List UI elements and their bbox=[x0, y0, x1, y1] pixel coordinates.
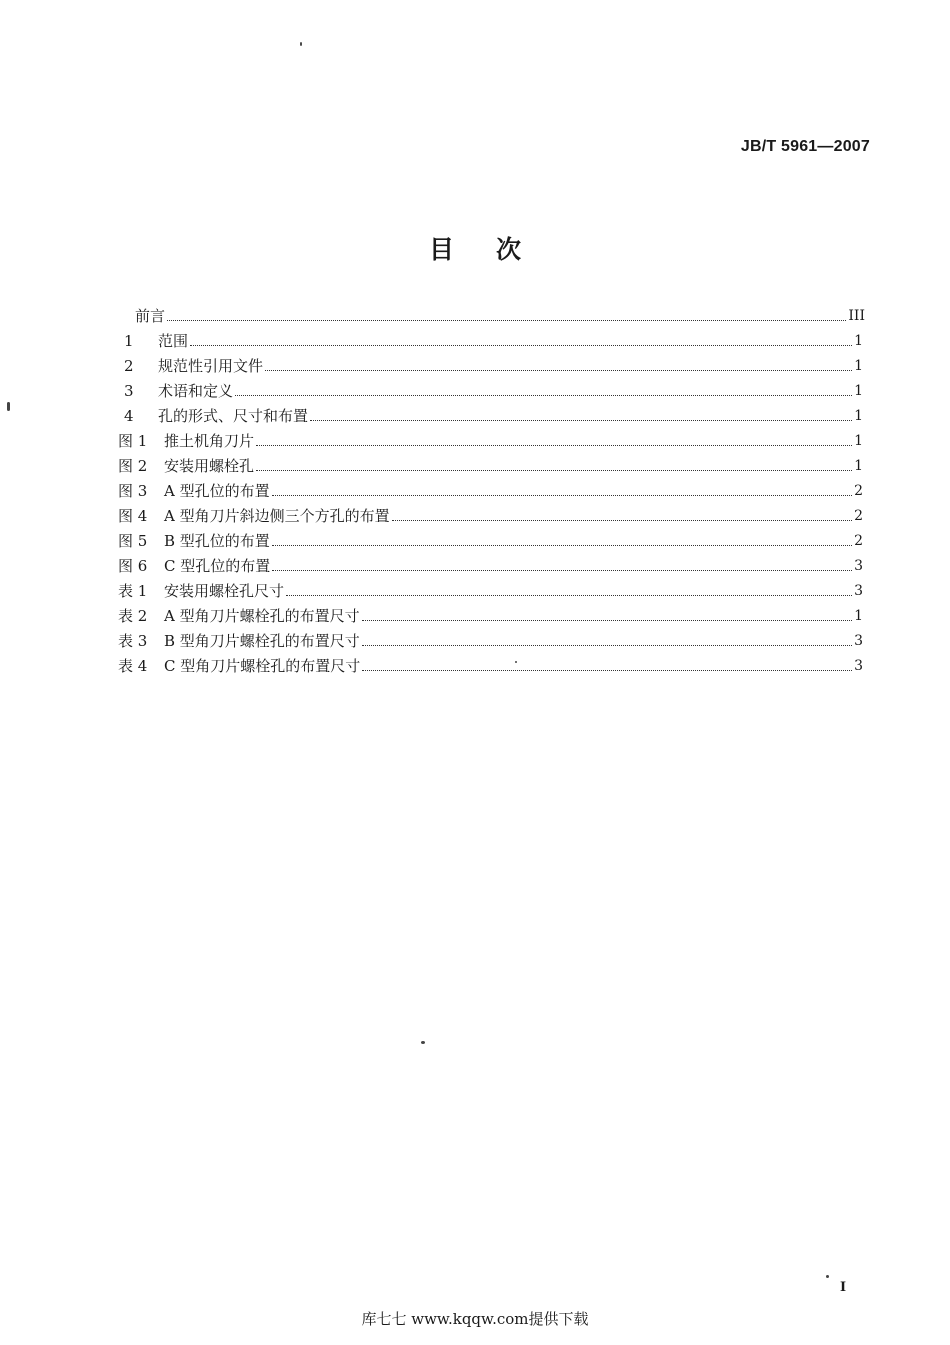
page-number: I bbox=[840, 1280, 847, 1295]
dot-leader bbox=[265, 370, 852, 371]
download-credit: 库七七 www.kqqw.com提供下载 bbox=[361, 1310, 589, 1328]
dot-leader bbox=[392, 520, 852, 521]
toc-entry-page: 1 bbox=[854, 408, 863, 424]
scan-speck bbox=[515, 661, 517, 663]
scan-speck bbox=[7, 402, 10, 411]
dot-leader bbox=[190, 345, 852, 346]
toc-entry-label: 推土机角刀片 bbox=[164, 432, 255, 450]
toc-entry-label: 规范性引用文件 bbox=[158, 357, 264, 375]
toc-entry-label: A 型角刀片螺栓孔的布置尺寸 bbox=[164, 607, 360, 625]
dot-leader bbox=[272, 545, 852, 546]
dot-leader bbox=[362, 670, 852, 671]
toc-entry-number: 图 4 bbox=[118, 507, 148, 525]
toc-entry-figure-5[interactable] bbox=[118, 531, 863, 551]
dot-leader bbox=[362, 620, 852, 621]
toc-entry-page: 3 bbox=[854, 658, 863, 674]
dot-leader bbox=[167, 320, 846, 321]
toc-entry-table-3[interactable] bbox=[118, 631, 863, 651]
toc-entry-figure-1[interactable] bbox=[118, 431, 863, 451]
dot-leader bbox=[256, 470, 852, 471]
toc-entry-table-2[interactable] bbox=[118, 606, 863, 626]
dot-leader bbox=[272, 570, 852, 571]
toc-entry-label: C 型角刀片螺栓孔的布置尺寸 bbox=[164, 657, 361, 675]
toc-entry-number: 图 6 bbox=[118, 557, 148, 575]
toc-entry-figure-3[interactable] bbox=[118, 481, 863, 501]
toc-entry-number: 表 1 bbox=[118, 582, 148, 600]
toc-entry-label: B 型角刀片螺栓孔的布置尺寸 bbox=[164, 632, 360, 650]
toc-entry-label: C 型孔位的布置 bbox=[164, 557, 271, 575]
toc-entry-page: 1 bbox=[854, 608, 863, 624]
toc-entry-figure-6[interactable] bbox=[118, 556, 863, 576]
toc-entry-number: 3 bbox=[124, 382, 134, 400]
toc-entry-page: III bbox=[848, 308, 865, 324]
toc-entry-number: 图 2 bbox=[118, 457, 148, 475]
toc-entry-number: 1 bbox=[124, 332, 134, 350]
toc-entry-number: 4 bbox=[124, 407, 134, 425]
toc-entry-label: 术语和定义 bbox=[158, 382, 234, 400]
toc-entry-figure-4[interactable] bbox=[118, 506, 863, 526]
toc-entry-label: 范围 bbox=[158, 332, 189, 350]
toc-entry-figure-2[interactable] bbox=[118, 456, 863, 476]
scan-speck bbox=[421, 1041, 425, 1044]
toc-entry-page: 1 bbox=[854, 433, 863, 449]
toc-entry-number: 图 1 bbox=[118, 432, 148, 450]
toc-entry-page: 3 bbox=[854, 583, 863, 599]
toc-entry-number: 2 bbox=[124, 357, 134, 375]
scan-speck bbox=[826, 1275, 829, 1278]
dot-leader bbox=[235, 395, 852, 396]
toc-entry-label: B 型孔位的布置 bbox=[164, 532, 270, 550]
dot-leader bbox=[310, 420, 852, 421]
toc-entry-scope[interactable] bbox=[124, 331, 863, 351]
toc-entry-number: 表 4 bbox=[118, 657, 148, 675]
toc-entry-number: 表 2 bbox=[118, 607, 148, 625]
toc-entry-page: 2 bbox=[854, 508, 863, 524]
toc-entry-label: A 型孔位的布置 bbox=[164, 482, 270, 500]
standard-code: JB/T 5961—2007 bbox=[740, 138, 870, 155]
toc-entry-terms[interactable] bbox=[124, 381, 863, 401]
toc-entry-page: 2 bbox=[854, 533, 863, 549]
toc-entry-page: 1 bbox=[854, 358, 863, 374]
toc-entry-number: 图 3 bbox=[118, 482, 148, 500]
toc-entry-page: 1 bbox=[854, 383, 863, 399]
toc-entry-preface[interactable] bbox=[135, 306, 865, 326]
dot-leader bbox=[286, 595, 852, 596]
toc-entry-table-1[interactable] bbox=[118, 581, 863, 601]
dot-leader bbox=[272, 495, 852, 496]
dot-leader bbox=[256, 445, 852, 446]
toc-entry-page: 2 bbox=[854, 483, 863, 499]
toc-entry-page: 1 bbox=[854, 458, 863, 474]
toc-entry-page: 1 bbox=[854, 333, 863, 349]
toc-entry-table-4[interactable] bbox=[118, 656, 863, 676]
toc-entry-label: 安装用螺栓孔 bbox=[164, 457, 255, 475]
toc-entry-label: 安装用螺栓孔尺寸 bbox=[164, 582, 285, 600]
toc-entry-page: 3 bbox=[854, 633, 863, 649]
toc-entry-number: 表 3 bbox=[118, 632, 148, 650]
toc-entry-page: 3 bbox=[854, 558, 863, 574]
toc-entry-label: 前言 bbox=[135, 307, 166, 325]
toc-entry-label: A 型角刀片斜边侧三个方孔的布置 bbox=[164, 507, 390, 525]
toc-title: 目次 bbox=[428, 235, 563, 264]
toc-entry-label: 孔的形式、尺寸和布置 bbox=[158, 407, 309, 425]
dot-leader bbox=[362, 645, 852, 646]
toc-entry-holes[interactable] bbox=[124, 406, 863, 426]
toc-entry-number: 图 5 bbox=[118, 532, 148, 550]
scan-speck bbox=[300, 42, 302, 46]
toc-entry-normative-references[interactable] bbox=[124, 356, 863, 376]
